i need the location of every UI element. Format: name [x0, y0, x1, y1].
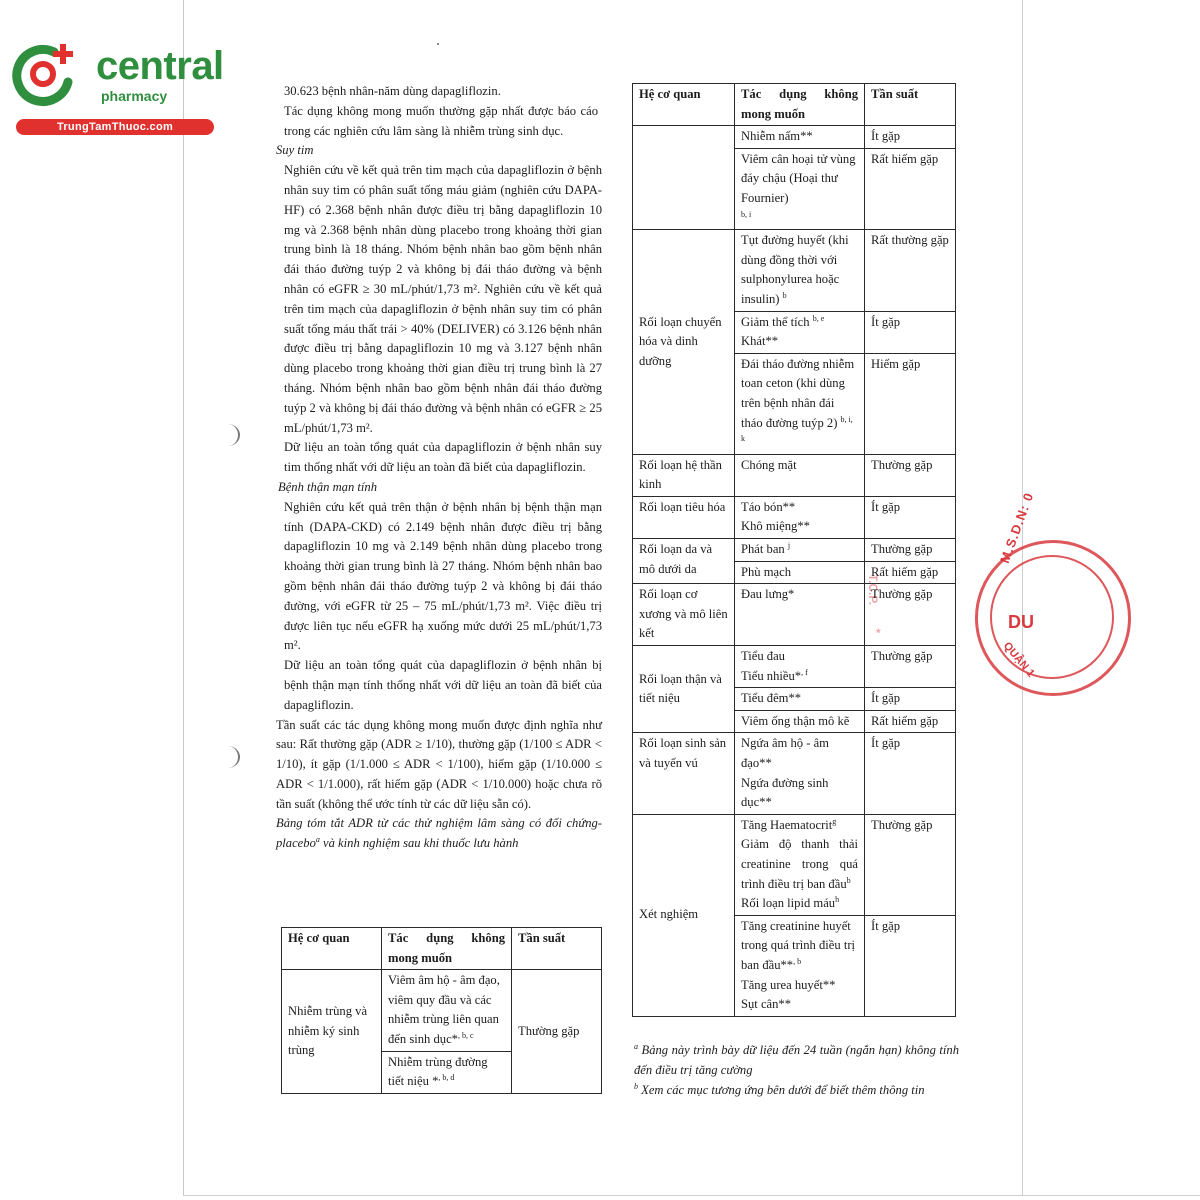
- cell-effect: Tăng Haematocrit$^g$ Giảm độ thanh thải creatinine trong quá trình điều trị ban đầu$^b$ Rối loạn lipid máu$^h$: [735, 814, 865, 915]
- cell-frequency: Rất hiếm gặp: [865, 561, 956, 584]
- adr-table-part2: [632, 83, 956, 1017]
- stamp-text: QUẬN 1: [1000, 640, 1037, 680]
- paragraph: Tần suất các tác dụng không mong muốn được định nghĩa như sau: Rất thường gặp (ADR ≥ 1/10), thường gặp (1/100 ≤ ADR < 1/10), ít gặp (1/1.000 ≤ ADR < 1/100), hiếm gặp (1/10.000 ≤ ADR < 1/1.000), rất hiếm gặp (ADR < 1/10.000) hoặc chưa rõ tần suất (không thể ước tính từ các dữ liệu sẵn có).: [276, 717, 602, 811]
- cell-frequency: Thường gặp: [865, 646, 956, 688]
- paragraph: Dữ liệu an toàn tổng quát của dapagliflozin ở bệnh nhân suy tim thống nhất với dữ liệu an toàn đã biết của dapagliflozin.: [284, 440, 602, 475]
- cell-frequency: Thường gặp: [512, 970, 602, 1094]
- footnote-b: $^b$ Xem các mục tương ứng bên dưới để biết thêm thông tin: [634, 1081, 925, 1097]
- punch-hole-icon: [216, 746, 240, 768]
- cell-system: Rối loạn thận và tiết niệu: [633, 646, 735, 733]
- cell-system: Rối loạn cơ xương và mô liên kết: [633, 584, 735, 646]
- pharmacy-cross-icon: [10, 38, 80, 108]
- table-row: [633, 646, 956, 688]
- table-row: [633, 539, 956, 562]
- cell-effect: Viêm âm hộ - âm đạo, viêm quy đầu và các nhiễm trùng liên quan đến sinh dục*$^{, b, c}$: [382, 970, 512, 1051]
- cell-effect: Giảm thể tích $^{b, e}$ Khát**: [735, 311, 865, 353]
- logo-subtitle: pharmacy: [101, 88, 168, 104]
- central-pharmacy-logo[interactable]: [10, 38, 224, 136]
- table-caption: Bảng tóm tắt ADR từ các thử nghiệm lâm sàng có đối chứng-placebo$^a$ và kinh nghiệm sau khi thuốc lưu hành: [276, 816, 602, 851]
- cell-system: Rối loạn hệ thần kinh: [633, 454, 735, 496]
- cell-system: Nhiễm trùng và nhiễm ký sinh trùng: [282, 970, 382, 1094]
- cell-effect: Tăng creatinine huyết trong quá trình điều trị ban đầu**$^{, b}$ Tăng urea huyết** Sụt cân**: [735, 915, 865, 1016]
- cell-effect: Viêm cân hoại tử vùng đáy chậu (Hoại thư Fournier) $^{b, i}$: [735, 148, 865, 229]
- cell-frequency: Hiếm gặp: [865, 353, 956, 454]
- cell-effect: Nhiễm nấm**: [735, 126, 865, 149]
- table-row: [633, 584, 956, 646]
- cell-effect: Tiểu đêm**: [735, 688, 865, 711]
- header-effect: Tác dụng không mong muốn: [735, 84, 865, 126]
- cell-effect: Tiểu đau Tiểu nhiều*$^{, f}$: [735, 646, 865, 688]
- footnote-a: $^a$ Bảng này trình bày dữ liệu đến 24 tuần (ngắn hạn) không tính đến điều trị tăng cường: [634, 1041, 959, 1077]
- cell-frequency: Ít gặp: [865, 688, 956, 711]
- stamp-text: M.S.D.N: 0: [997, 490, 1037, 566]
- page-border-bottom: [183, 1195, 1200, 1196]
- table-row: [633, 733, 956, 814]
- cell-system: Rối loạn chuyển hóa và dinh dưỡng: [633, 230, 735, 455]
- cell-effect: Ngứa âm hộ - âm đạo** Ngứa đường sinh dục**: [735, 733, 865, 814]
- cell-system: Rối loạn sinh sản và tuyến vú: [633, 733, 735, 814]
- table-row: [633, 454, 956, 496]
- cell-system: Xét nghiệm: [633, 814, 735, 1016]
- section-heading: Bệnh thận mạn tính: [278, 479, 377, 494]
- paragraph: Tác dụng không mong muốn thường gặp nhất được báo cáo trong các nghiên cứu lâm sàng là nhiễm trùng sinh dục.: [284, 103, 598, 138]
- paragraph: Nghiên cứu kết quả trên thận ở bệnh nhân bị bệnh thận mạn tính (DAPA-CKD) có 2.149 bệnh nhân được điều trị bằng dapagliflozin 10 mg và 2.149 bệnh nhân dùng placebo trong khoảng thời gian trung bình là 27 tháng. Nhóm bệnh nhân bao gồm bệnh nhân đái tháo đường tuýp 2 và không bị đái tháo đường, với eGFR từ 25 – 75 mL/phút/1,73 m². Việc điều trị được liên tục nếu eGFR hạ xuống mức dưới 25 mL/phút/1,73 m².: [284, 499, 602, 653]
- cell-effect: Chóng mặt: [735, 454, 865, 496]
- header-effect: Tác dụng không mong muốn: [382, 928, 512, 970]
- cell-frequency: Ít gặp: [865, 915, 956, 1016]
- section-heading: Suy tim: [276, 143, 314, 158]
- cell-effect: Viêm ống thận mô kẽ: [735, 710, 865, 733]
- logo-site-link[interactable]: TrungTamThuoc.com: [16, 119, 214, 135]
- left-column-text: [276, 82, 602, 854]
- paragraph: Dữ liệu an toàn tổng quát của dapagliflozin ở bệnh nhân bị bệnh thận mạn tính thống nhất với dữ liệu an toàn đã biết của dapagliflozin.: [284, 658, 602, 712]
- header-frequency: Tần suất: [512, 928, 602, 970]
- table-row: [633, 814, 956, 915]
- cell-frequency: Rất hiếm gặp: [865, 710, 956, 733]
- cell-frequency: Thường gặp: [865, 454, 956, 496]
- paragraph: Nghiên cứu về kết quả trên tim mạch của dapagliflozin ở bệnh nhân suy tim có phân suất tống máu giảm (nghiên cứu DAPA-HF) có 2.368 bệnh nhân được điều trị bằng dapagliflozin 10 mg và 2.368 bệnh nhân dùng placebo trong khoảng thời gian trung bình là 18 tháng. Nhóm bệnh nhân bao gồm bệnh nhân đái tháo đường tuýp 2 và không bị đái tháo đường và bệnh nhân có eGFR ≥ 30 mL/phút/1,73 m². Nghiên cứu về kết quả trên tim mạch của dapagliflozin ở bệnh nhân suy tim có phân suất tống máu thất trái > 40% (DELIVER) có 3.126 bệnh nhân được điều trị bằng dapagliflozin 10 mg và 3.127 bệnh nhân dùng placebo trong khoảng thời gian điều trị trung bình là 27 tháng. Nhóm bệnh nhân bao gồm bệnh nhân đái tháo đường tuýp 2 và không bị đái tháo đường và bệnh nhân có eGFR ≥ 25 mL/phút/1,73 m².: [284, 163, 602, 435]
- header-system: Hệ cơ quan: [282, 928, 382, 970]
- cell-system: Rối loạn da và mô dưới da: [633, 539, 735, 584]
- cell-frequency: Ít gặp: [865, 733, 956, 814]
- stamp-text: DU: [1008, 612, 1034, 632]
- cell-frequency: Rất hiếm gặp: [865, 148, 956, 229]
- adr-table-part1: [281, 927, 602, 1094]
- header-frequency: Tần suất: [865, 84, 956, 126]
- red-seal-stamp: [975, 540, 1131, 696]
- cell-frequency: Rất thường gặp: [865, 230, 956, 311]
- cell-frequency: Ít gặp: [865, 496, 956, 538]
- cell-frequency: Thường gặp: [865, 814, 956, 915]
- cell-system: Rối loạn tiêu hóa: [633, 496, 735, 538]
- table-row: [633, 496, 956, 538]
- paragraph: 30.623 bệnh nhân-năm dùng dapagliflozin.: [284, 84, 501, 98]
- table-row: [282, 970, 602, 1051]
- cell-effect: Phát ban $^j$: [735, 539, 865, 562]
- cell-system: [633, 126, 735, 230]
- punch-hole-icon: [216, 424, 240, 446]
- table-footnotes: [634, 1040, 959, 1100]
- stamp-faint-text: *: [876, 626, 881, 640]
- header-system: Hệ cơ quan: [633, 84, 735, 126]
- table-row: [633, 126, 956, 149]
- cell-frequency: Ít gặp: [865, 311, 956, 353]
- cell-frequency: Thường gặp: [865, 584, 956, 646]
- page-border-left: [183, 0, 184, 1196]
- cell-effect: Táo bón** Khô miệng**: [735, 496, 865, 538]
- cell-effect: Nhiễm trùng đường tiết niệu *$^{, b, d}$: [382, 1051, 512, 1093]
- stamp-faint-text: T.C.P.: [866, 574, 880, 606]
- table-row: [633, 230, 956, 311]
- cell-effect: Đái tháo đường nhiễm toan ceton (khi dùng trên bệnh nhân đái tháo đường tuýp 2) $^{b, i, k}$: [735, 353, 865, 454]
- table-header-row: [282, 928, 602, 970]
- cell-frequency: Ít gặp: [865, 126, 956, 149]
- cell-effect: Phù mạch: [735, 561, 865, 584]
- speck: [437, 43, 439, 45]
- cell-frequency: Thường gặp: [865, 539, 956, 562]
- logo-wordmark: central: [96, 44, 224, 88]
- cell-effect: Đau lưng*: [735, 584, 865, 646]
- table-header-row: [633, 84, 956, 126]
- cell-effect: Tụt đường huyết (khi dùng đồng thời với sulphonylurea hoặc insulin) $^b$: [735, 230, 865, 311]
